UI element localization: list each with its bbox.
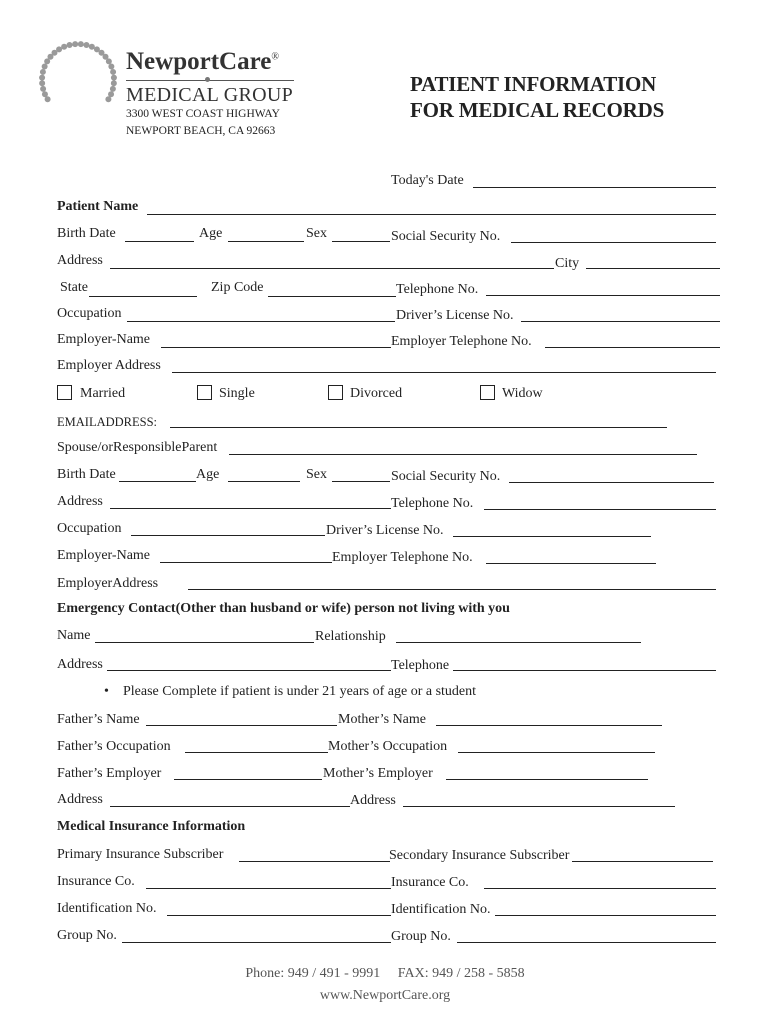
logo-dot (110, 69, 116, 75)
single-checkbox[interactable] (197, 385, 212, 400)
widow-label: Widow (502, 386, 543, 401)
secondary-insurance-co-field[interactable] (484, 888, 716, 889)
todays-date-field[interactable] (473, 187, 716, 188)
fathers-occupation-label: Father’s Occupation (57, 739, 171, 754)
spouse-age-field[interactable] (228, 481, 300, 482)
secondary-insurance-co-label: Insurance Co. (391, 875, 469, 890)
logo-dot (61, 44, 67, 50)
fathers-name-label: Father’s Name (57, 712, 140, 727)
logo-dot (105, 96, 111, 102)
emergency-name-field[interactable] (95, 642, 314, 643)
spouse-drivers-license-label: Driver’s License No. (326, 523, 444, 538)
single-label: Single (219, 386, 255, 401)
ssn-field[interactable] (511, 242, 716, 243)
married-checkbox[interactable] (57, 385, 72, 400)
logo-dot (40, 69, 46, 75)
brand-name: NewportCare® (126, 48, 279, 75)
brand-divider-dot (205, 77, 210, 82)
spouse-sex-label: Sex (306, 467, 327, 482)
spouse-employer-address-field[interactable] (188, 589, 716, 590)
spouse-employer-name-field[interactable] (160, 562, 332, 563)
minor-note: Please Complete if patient is under 21 years of age or a student (123, 684, 477, 699)
fathers-occupation-field[interactable] (185, 752, 328, 753)
spouse-ssn-label: Social Security No. (391, 469, 501, 484)
spouse-address-label: Address (57, 494, 103, 509)
divorced-checkbox[interactable] (328, 385, 343, 400)
mothers-employer-label: Mother’s Employer (323, 766, 433, 781)
age-label: Age (199, 226, 223, 241)
fathers-employer-field[interactable] (174, 779, 322, 780)
occupation-field[interactable] (127, 321, 395, 322)
logo-dot (110, 86, 116, 92)
primary-identification-label: Identification No. (57, 901, 157, 916)
primary-group-label: Group No. (57, 928, 117, 943)
address-line-2: NEWPORT BEACH, CA 92663 (126, 125, 276, 137)
parent-address-label-1: Address (57, 792, 103, 807)
fathers-employer-label: Father’s Employer (57, 766, 162, 781)
logo-dot (40, 86, 46, 92)
drivers-license-field[interactable] (521, 321, 720, 322)
spouse-birth-date-field[interactable] (119, 481, 196, 482)
secondary-subscriber-field[interactable] (572, 861, 713, 862)
city-field[interactable] (586, 268, 720, 269)
mothers-name-field[interactable] (436, 725, 662, 726)
employer-name-field[interactable] (161, 347, 391, 348)
spouse-birth-date-label: Birth Date (57, 467, 116, 482)
email-label: EMAILADDRESS: (57, 415, 158, 429)
logo-dot (89, 44, 95, 50)
address-line-1: 3300 WEST COAST HIGHWAY (126, 108, 280, 120)
spouse-age-label: Age (196, 467, 220, 482)
spouse-occupation-label: Occupation (57, 521, 122, 536)
telephone-field[interactable] (486, 295, 720, 296)
form-title-line-2: FOR MEDICAL RECORDS (410, 98, 665, 122)
state-label: State (60, 280, 88, 295)
logo-dot (42, 91, 48, 97)
married-label: Married (80, 386, 126, 401)
parent-address-field-2[interactable] (403, 806, 675, 807)
footer-contact: Phone: 949 / 491 - 9991 FAX: 949 / 258 - 5858 (245, 966, 525, 981)
drivers-license-label: Driver’s License No. (396, 308, 514, 323)
logo-dot (111, 80, 117, 86)
relationship-label: Relationship (315, 629, 386, 644)
spouse-employer-name-label: Employer-Name (57, 548, 151, 563)
spouse-employer-address-label: EmployerAddress (57, 576, 159, 591)
brand-divider (126, 80, 294, 81)
mothers-name-label: Mother’s Name (338, 712, 426, 727)
city-label: City (555, 256, 580, 271)
form-title-line-1: PATIENT INFORMATION (410, 72, 657, 96)
address-label: Address (57, 253, 103, 268)
telephone-label: Telephone No. (396, 282, 479, 297)
spouse-sex-field[interactable] (332, 481, 390, 482)
logo-dot (78, 41, 84, 47)
employer-address-label: Employer Address (57, 358, 161, 373)
birth-date-label: Birth Date (57, 226, 116, 241)
primary-identification-field[interactable] (167, 915, 391, 916)
newportcare-logo-icon (36, 38, 120, 122)
secondary-subscriber-label: Secondary Insurance Subscriber (389, 848, 570, 863)
employer-name-label: Employer-Name (57, 332, 151, 347)
spouse-telephone-label: Telephone No. (391, 496, 474, 511)
secondary-group-label: Group No. (391, 929, 451, 944)
primary-insurance-co-field[interactable] (146, 888, 391, 889)
todays-date-label: Today's Date (391, 173, 464, 188)
spouse-employer-phone-label: Employer Telephone No. (332, 550, 473, 565)
employer-phone-field[interactable] (545, 347, 720, 348)
zip-label: Zip Code (211, 280, 264, 295)
spouse-address-field[interactable] (110, 508, 391, 509)
logo-dot (67, 42, 73, 48)
logo-dot (56, 46, 62, 52)
sex-field[interactable] (332, 241, 390, 242)
emergency-telephone-label: Telephone (391, 658, 450, 673)
relationship-field[interactable] (396, 642, 641, 643)
spouse-label: Spouse/orResponsibleParent (57, 440, 218, 455)
address-field[interactable] (110, 268, 554, 269)
primary-subscriber-field[interactable] (239, 861, 390, 862)
logo-dot (106, 58, 112, 64)
zip-field[interactable] (268, 296, 396, 297)
spouse-telephone-field[interactable] (484, 509, 716, 510)
ssn-label: Social Security No. (391, 229, 501, 244)
primary-subscriber-label: Primary Insurance Subscriber (57, 847, 224, 862)
age-field[interactable] (228, 241, 304, 242)
emergency-address-field[interactable] (107, 670, 391, 671)
brand-sub: MEDICAL GROUP (126, 84, 294, 106)
fathers-name-field[interactable] (146, 725, 337, 726)
patient-name-field[interactable] (147, 214, 716, 215)
insurance-header: Medical Insurance Information (57, 819, 246, 834)
occupation-label: Occupation (57, 306, 122, 321)
secondary-identification-label: Identification No. (391, 902, 491, 917)
logo-dot (39, 80, 45, 86)
secondary-identification-field[interactable] (495, 915, 716, 916)
logo-dot (83, 42, 89, 48)
spouse-field[interactable] (229, 454, 697, 455)
parent-address-field-1[interactable] (110, 806, 350, 807)
logo-dot (72, 41, 78, 47)
logo-dot (108, 64, 114, 70)
mothers-occupation-label: Mother’s Occupation (328, 739, 448, 754)
divorced-label: Divorced (350, 386, 403, 401)
spouse-occupation-field[interactable] (131, 535, 325, 536)
secondary-group-field[interactable] (457, 942, 716, 943)
emergency-telephone-field[interactable] (453, 670, 716, 671)
emergency-contact-header: Emergency Contact(Other than husband or wife) person not living with you (57, 601, 510, 616)
minor-note-bullet: • (104, 684, 109, 699)
primary-group-field[interactable] (122, 942, 391, 943)
employer-phone-label: Employer Telephone No. (391, 334, 532, 349)
logo-dot (39, 75, 45, 81)
emergency-name-label: Name (57, 628, 91, 643)
mothers-employer-field[interactable] (446, 779, 648, 780)
mothers-occupation-field[interactable] (458, 752, 655, 753)
spouse-ssn-field[interactable] (509, 482, 714, 483)
primary-insurance-co-label: Insurance Co. (57, 874, 135, 889)
widow-checkbox[interactable] (480, 385, 495, 400)
patient-name-label: Patient Name (57, 199, 139, 214)
spouse-employer-phone-field[interactable] (486, 563, 656, 564)
sex-label: Sex (306, 226, 327, 241)
email-field[interactable] (170, 427, 667, 428)
parent-address-label-2: Address (350, 793, 396, 808)
state-field[interactable] (89, 296, 197, 297)
employer-address-field[interactable] (172, 372, 716, 373)
footer-website: www.NewportCare.org (319, 988, 451, 1003)
birth-date-field[interactable] (125, 241, 194, 242)
logo-dot (42, 64, 48, 70)
logo-dot (111, 75, 117, 81)
spouse-drivers-license-field[interactable] (453, 536, 651, 537)
emergency-address-label: Address (57, 657, 103, 672)
